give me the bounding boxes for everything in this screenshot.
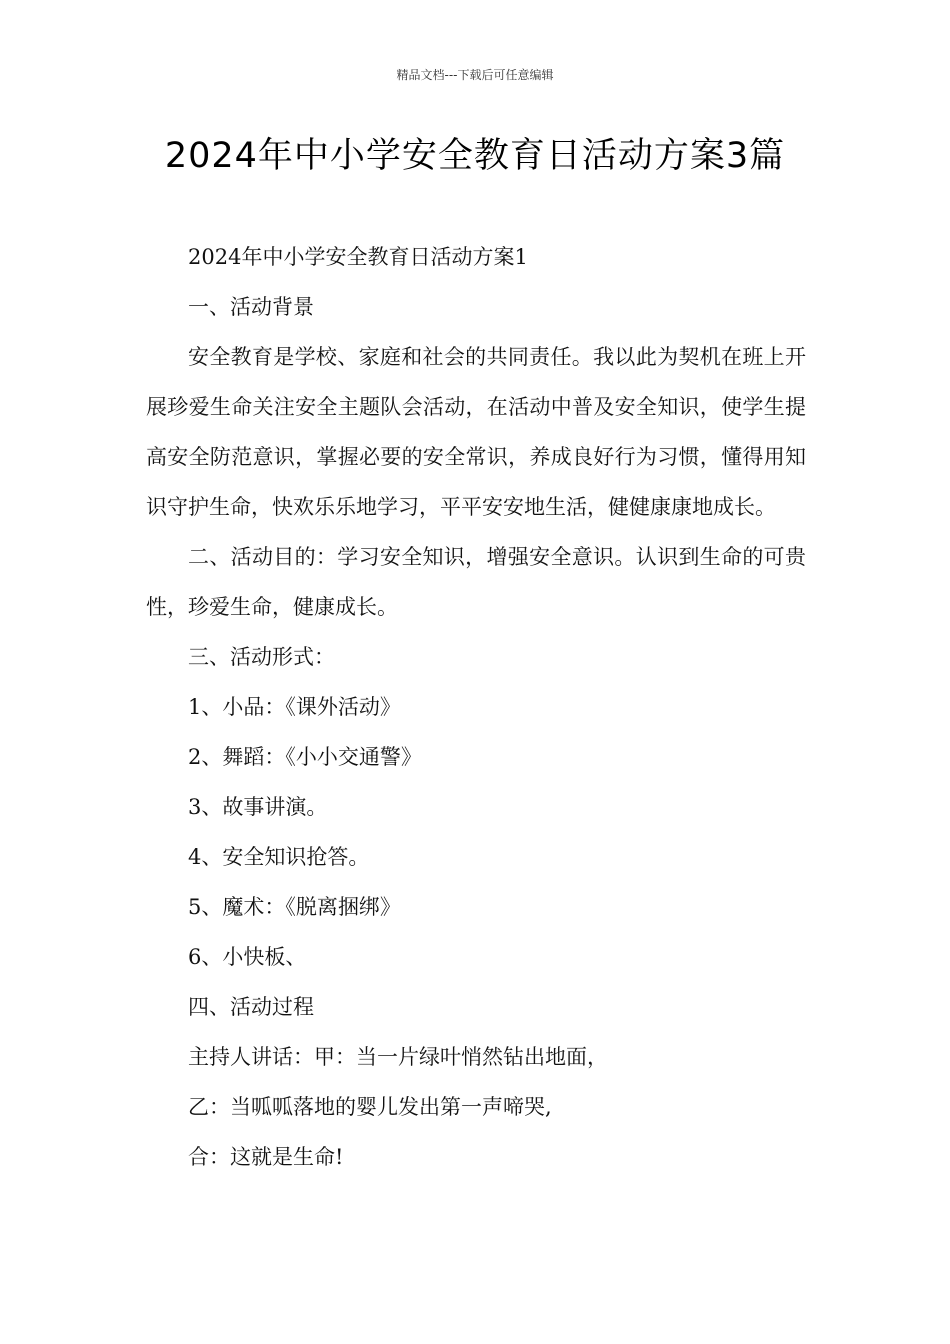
page-header: 精品文档---下载后可任意编辑 (396, 68, 554, 82)
section-heading: 一、活动背景 (188, 295, 314, 319)
list-item: 4、安全知识抢答。 (188, 845, 370, 869)
list-item: 6、小快板、 (188, 945, 307, 969)
list-item: 3、故事讲演。 (188, 795, 328, 819)
dialogue-line: 主持人讲话：甲：当一片绿叶悄然钻出地面， (188, 1045, 608, 1069)
body-paragraph: 二、活动目的：学习安全知识，增强安全意识。认识到生命的可贵性，珍爱生命，健康成长。 (146, 545, 806, 619)
document-body (146, 232, 806, 1182)
body-paragraph: 安全教育是学校、家庭和社会的共同责任。我以此为契机在班上开展珍爱生命关注安全主题队会活动，在活动中普及安全知识，使学生提高安全防范意识，掌握必要的安全常识，养成良好行为习惯，懂得用知识守护生命，快欢乐乐地学习，平平安安地生活，健健康康地成长。 (146, 345, 806, 519)
list-item: 5、魔术：《脱离捆绑》 (188, 895, 401, 919)
dialogue-line: 合：这就是生命! (188, 1145, 344, 1169)
list-item: 2、舞蹈：《小小交通警》 (188, 745, 422, 769)
document-title: 2024年中小学安全教育日活动方案3篇 (164, 136, 786, 176)
section-heading: 三、活动形式： (188, 645, 335, 669)
section-heading: 2024年中小学安全教育日活动方案1 (188, 245, 528, 269)
dialogue-line: 乙：当呱呱落地的婴儿发出第一声啼哭, (188, 1095, 552, 1119)
section-heading: 四、活动过程 (188, 995, 314, 1019)
list-item: 1、小品：《课外活动》 (188, 695, 401, 719)
